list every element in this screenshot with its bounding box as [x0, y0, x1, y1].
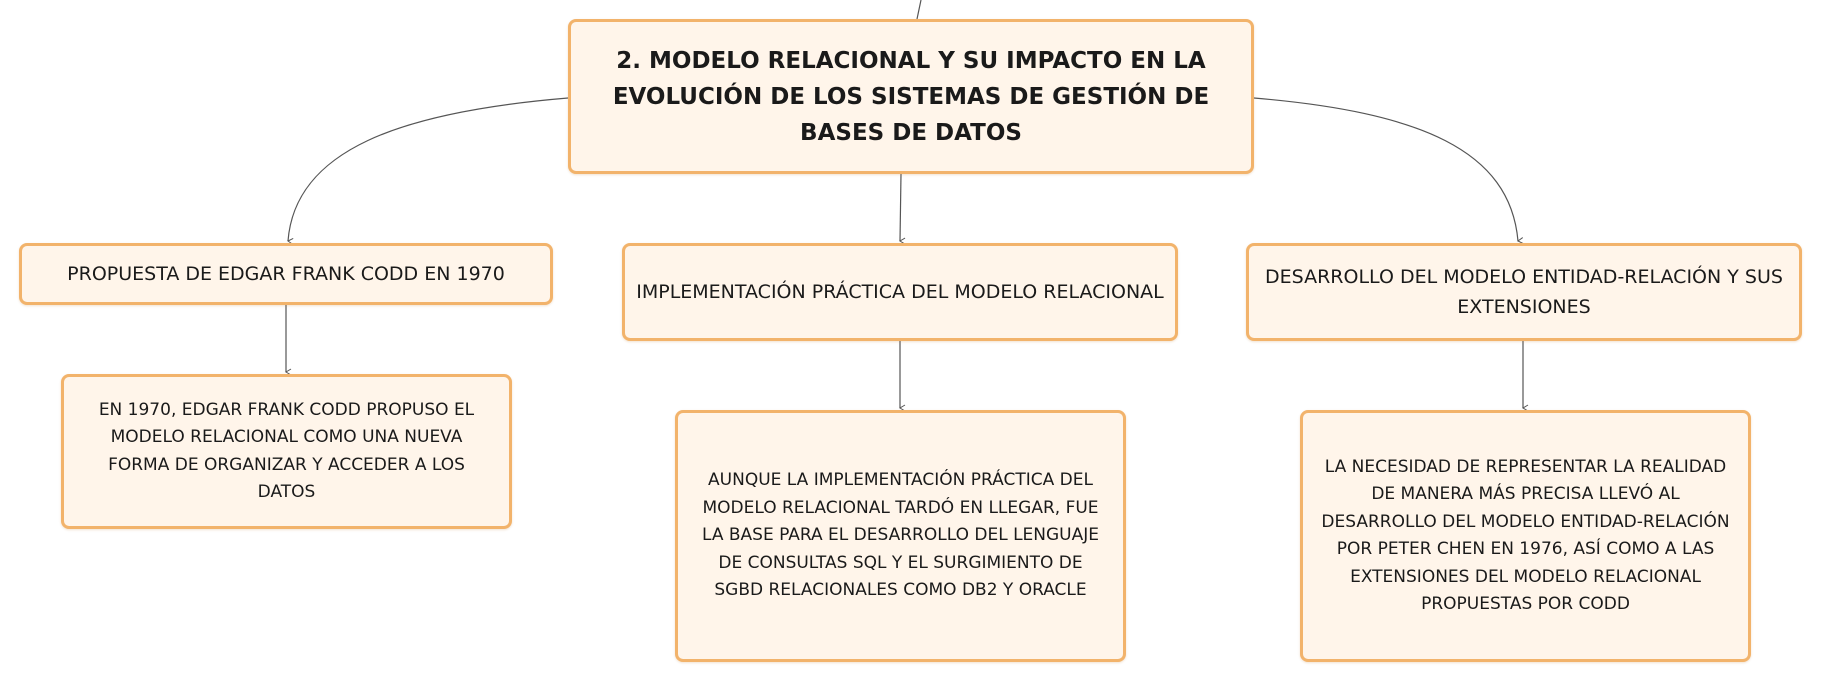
- detail-topic-1[interactable]: [61, 374, 512, 529]
- detail-topic-2[interactable]: [675, 410, 1126, 662]
- connector-root-to-branch-3: [1254, 98, 1518, 241]
- branch-topic-3-label: DESARROLLO DEL MODELO ENTIDAD-RELACIÓN Y SUS EXTENSIONES: [1265, 266, 1783, 318]
- detail-topic-2-text: AUNQUE LA IMPLEMENTACIÓN PRÁCTICA DEL MODELO RELACIONAL TARDÓ EN LLEGAR, FUE LA BASE PARA EL DESARROLLO DEL LENGUAJE DE CONSULTAS SQL Y EL SURGIMIENTO DE SGBD RELACIONALES COMO DB2 Y ORACLE: [701, 470, 1100, 601]
- branch-topic-3[interactable]: [1246, 243, 1802, 341]
- branch-topic-2[interactable]: [622, 243, 1178, 341]
- root-topic[interactable]: [568, 19, 1254, 174]
- detail-topic-3-text: LA NECESIDAD DE REPRESENTAR LA REALIDAD DE MANERA MÁS PRECISA LLEVÓ AL DESARROLLO DEL MODELO ENTIDAD-RELACIÓN POR PETER CHEN EN 1976, ASÍ COMO A LAS EXTENSIONES DEL MODELO RELACIONAL PROPUESTAS POR CODD: [1321, 456, 1730, 614]
- branch-topic-1-label: PROPUESTA DE EDGAR FRANK CODD EN 1970: [67, 263, 505, 285]
- detail-topic-3[interactable]: [1300, 410, 1751, 662]
- connector-root-to-branch-1: [288, 98, 568, 241]
- branch-topic-1[interactable]: [19, 243, 553, 305]
- root-topic-label: 2. MODELO RELACIONAL Y SU IMPACTO EN LA EVOLUCIÓN DE LOS SISTEMAS DE GESTIÓN DE BASES DE DATOS: [612, 47, 1210, 146]
- detail-topic-1-text: EN 1970, EDGAR FRANK CODD PROPUSO EL MODELO RELACIONAL COMO UNA NUEVA FORMA DE ORGANIZAR Y ACCEDER A LOS DATOS: [98, 399, 475, 502]
- branch-topic-2-label: IMPLEMENTACIÓN PRÁCTICA DEL MODELO RELACIONAL: [636, 281, 1164, 303]
- connector-root-to-branch-2: [900, 174, 901, 241]
- connector-parent-to-root: [917, 0, 921, 19]
